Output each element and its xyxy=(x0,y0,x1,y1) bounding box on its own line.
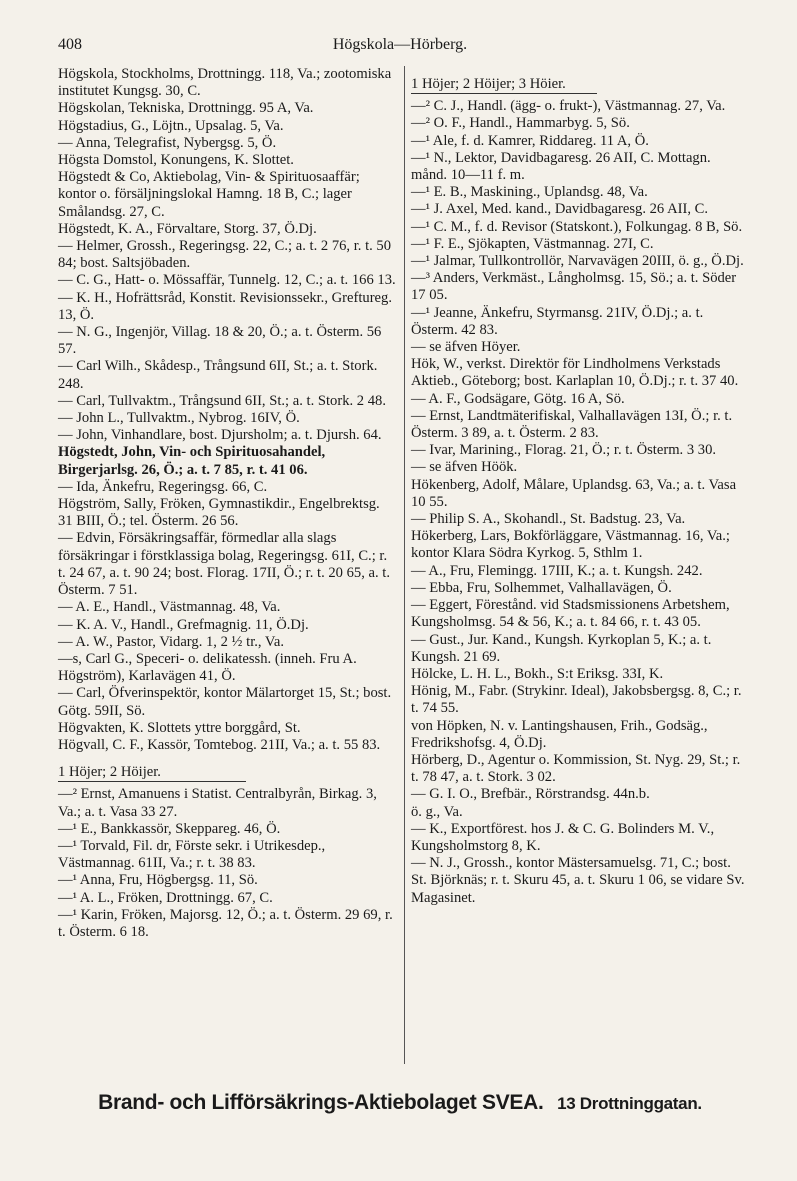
directory-entry: Hölcke, L. H. L., Bokh., S:t Eriksg. 33I, K. xyxy=(411,665,664,682)
directory-entry: Hök, W., verkst. Direktör för Lindholmens Verkstads Aktieb., Göteborg; bost. Karlaplan 10, Ö.Dj.; r. t. 37 40. xyxy=(411,356,739,390)
directory-entry: — G. I. O., Brefbär., Rörstrandsg. 44n.b. xyxy=(411,786,650,803)
directory-entry: —¹ Karin, Fröken, Majorsg. 12, Ö.; a. t. Österm. 29 69, r. t. Österm. 6 18. xyxy=(58,906,397,940)
directory-entry: —s, Carl G., Speceri- o. delikatessh. (inneh. Fru A. Högström), Karlavägen 41, Ö. xyxy=(58,650,361,685)
directory-entry: —¹ A. L., Fröken, Drottningg. 67, C. xyxy=(58,889,273,906)
right-column xyxy=(411,66,747,907)
directory-entry: — Carl, Tullvaktm., Trångsund 6II, St.; a. t. Stork. 2 48. xyxy=(58,392,386,409)
directory-entry: — A. E., Handl., Västmannag. 48, Va. xyxy=(58,599,281,616)
directory-entry: — Ivar, Marining., Florag. 21, Ö.; r. t. Österm. 3 30. xyxy=(411,442,717,459)
directory-entry: —¹ Jalmar, Tullkontrollör, Narvavägen 20III, ö. g., Ö.Dj. xyxy=(411,253,744,270)
column-divider xyxy=(404,66,405,1064)
directory-entry: — Edvin, Försäkringsaffär, förmedlar alla slags försäkringar i förstklassiga bolag, Regeringsg. 61I, C.; r. t. 24 67, a. t. 90 24; bost. Florag. 17II, Ö.; r. t. 20 65, a. t. Österm. 7 51. xyxy=(58,530,394,599)
directory-entry: —¹ J. Axel, Med. kand., Davidbagaresg. 26 AII, C. xyxy=(411,201,709,218)
directory-entry: —¹ Torvald, Fil. dr, Förste sekr. i Utrikesdep., Västmannag. 61II, Va.; r. t. 38 83. xyxy=(58,837,329,872)
directory-entry: von Höpken, N. v. Lantingshausen, Frih., Godsäg., Fredrikshofsg. 4, Ö.Dj. xyxy=(411,717,712,751)
advertisement-address: 13 Drottninggatan. xyxy=(557,1094,702,1113)
directory-entry: —² C. J., Handl. (ägg- o. frukt-), Västmannag. 27, Va. xyxy=(411,98,726,115)
name-variant-note: 1 Höjer; 2 Höijer; 3 Höier. xyxy=(411,76,597,94)
directory-entry: — K. H., Hofrättsråd, Konstit. Revisionssekr., Greftureg. 13, Ö. xyxy=(58,289,396,323)
directory-entry: — Gust., Jur. Kand., Kungsh. Kyrkoplan 5, K.; a. t. Kungsh. 21 69. xyxy=(411,631,716,665)
directory-entry: Högvakten, K. Slottets yttre borggård, St. xyxy=(58,719,301,736)
running-title: Högskola—Hörberg. xyxy=(332,36,468,53)
directory-entry: — Eggert, Förestånd. vid Stadsmissionens Arbetshem, Kungsholmsg. 54 & 56, K.; a. t. 84 66, r. t. 43 05. xyxy=(411,597,734,631)
directory-entry: Högström, Sally, Fröken, Gymnastikdir., Engelbrektsg. 31 BIII, Ö.; tel. Österm. 26 56. xyxy=(58,496,384,530)
directory-entry: —¹ E. B., Maskining., Uplandsg. 48, Va. xyxy=(411,184,648,201)
directory-entry: Hörberg, D., Agentur o. Kommission, St. Nyg. 29, St.; r. t. 78 47, a. t. Stork. 3 02. xyxy=(411,751,744,786)
page-header xyxy=(58,36,742,62)
directory-entry: — Ida, Änkefru, Regeringsg. 66, C. xyxy=(58,478,268,495)
directory-entry: — N. J., Grossh., kontor Mästersamuelsg. 71, C.; bost. St. Björknäs; r. t. Skuru 45, a. t. Skuru 1 06, se vidare Sv. Magasinet. xyxy=(411,855,749,906)
directory-entry: — C. G., Hatt- o. Mössaffär, Tunnelg. 12, C.; a. t. 166 13. xyxy=(58,272,396,289)
left-column xyxy=(58,66,396,941)
directory-entry: — Ebba, Fru, Solhemmet, Valhallavägen, Ö. xyxy=(411,579,672,596)
directory-entry: Hökerberg, Lars, Bokförläggare, Västmannag. 16, Va.; kontor Klara Södra Kyrkog. 5, Sthlm 1. xyxy=(411,528,734,562)
directory-entry: Högstedt, K. A., Förvaltare, Storg. 37, Ö.Dj. xyxy=(58,220,317,237)
directory-entry: —¹ Jeanne, Änkefru, Styrmansg. 21IV, Ö.Dj.; a. t. Österm. 42 83. xyxy=(411,304,707,338)
directory-entry: Högstedt, John, Vin- och Spirituosahandel, Birgerjarlsg. 26, Ö.; a. t. 7 85, r. t. 41 06. xyxy=(58,444,329,478)
directory-entry: — N. G., Ingenjör, Villag. 18 & 20, Ö.; a. t. Österm. 56 57. xyxy=(58,324,386,358)
directory-entry: — Carl Wilh., Skådesp., Trångsund 6II, St.; a. t. Stork. 248. xyxy=(58,358,382,392)
directory-entry: —¹ F. E., Sjökapten, Västmannag. 27I, C. xyxy=(411,235,654,252)
directory-entry: —¹ N., Lektor, Davidbagaresg. 26 AII, C. Mottagn. månd. 10—11 f. m. xyxy=(411,149,715,184)
directory-entry: —³ Anders, Verkmäst., Långholmsg. 15, Sö.; a. t. Söder 17 05. xyxy=(411,270,740,304)
directory-entry: — Carl, Öfverinspektör, kontor Mälartorget 15, St.; bost. Götg. 59II, Sö. xyxy=(58,685,395,719)
directory-entry: — John L., Tullvaktm., Nybrog. 16IV, Ö. xyxy=(58,410,300,427)
directory-entry: — se äfven Höyer. xyxy=(411,339,521,356)
directory-entry: ö. g., Va. xyxy=(411,803,463,820)
directory-entry: Hökenberg, Adolf, Målare, Uplandsg. 63, Va.; a. t. Vasa 10 55. xyxy=(411,476,740,510)
page-number: 408 xyxy=(58,36,82,53)
directory-entry: Hönig, M., Fabr. (Strykinr. Ideal), Jakobsbergsg. 8, C.; r. t. 74 55. xyxy=(411,683,746,717)
directory-entry: Högsta Domstol, Konungens, K. Slottet. xyxy=(58,152,294,169)
directory-entry: — K. A. V., Handl., Grefmagnig. 11, Ö.Dj. xyxy=(58,616,309,633)
directory-entry: — Philip S. A., Skohandl., St. Badstug. 23, Va. xyxy=(411,511,686,528)
directory-entry: — A. F., Godsägare, Götg. 16 A, Sö. xyxy=(411,390,625,407)
directory-entry: —¹ Ale, f. d. Kamrer, Riddareg. 11 A, Ö. xyxy=(411,132,649,149)
name-variant-note: 1 Höjer; 2 Höijer. xyxy=(58,764,246,782)
directory-entry: — Anna, Telegrafist, Nybergsg. 5, Ö. xyxy=(58,134,277,151)
directory-entry: — Helmer, Grossh., Regeringsg. 22, C.; a. t. 2 76, r. t. 50 84; bost. Saltsjöbaden. xyxy=(58,238,395,272)
directory-entry: Högstedt & Co, Aktiebolag, Vin- & Spirituosaaffär; kontor o. försäljningslokal Hamng. 18 B, C.; lager Smålandsg. 27, C. xyxy=(58,169,364,220)
directory-entry: Högstadius, G., Löjtn., Upsalag. 5, Va. xyxy=(58,117,284,134)
directory-entry: Högskolan, Tekniska, Drottningg. 95 A, Va. xyxy=(58,100,314,117)
directory-entry: Högvall, C. F., Kassör, Tomtebog. 21II, Va.; a. t. 55 83. xyxy=(58,736,381,753)
directory-entry: — A. W., Pastor, Vidarg. 1, 2 ½ tr., Va. xyxy=(58,633,284,650)
directory-entry: —¹ C. M., f. d. Revisor (Statskont.), Folkungag. 8 B, Sö. xyxy=(411,218,743,235)
directory-entry: — se äfven Höök. xyxy=(411,459,518,476)
directory-entry: —² O. F., Handl., Hammarbyg. 5, Sö. xyxy=(411,115,630,132)
advertisement-banner xyxy=(58,1091,742,1115)
directory-entry: — John, Vinhandlare, bost. Djursholm; a. t. Djursh. 64. xyxy=(58,427,382,444)
directory-entry: —¹ E., Bankkassör, Skeppareg. 46, Ö. xyxy=(58,820,281,837)
directory-entry: — K., Exportförest. hos J. & C. G. Bolinders M. V., Kungsholmstorg 8, K. xyxy=(411,820,718,854)
directory-entry: — A., Fru, Flemingg. 17III, K.; a. t. Kungsh. 242. xyxy=(411,562,703,579)
advertisement-text: Brand- och Lifförsäkrings-Aktiebolaget SVEA. xyxy=(98,1091,544,1114)
directory-entry: Högskola, Stockholms, Drottningg. 118, Va.; zootomiska institutet Kungsg. 30, C. xyxy=(58,66,395,100)
directory-entry: —² Ernst, Amanuens i Statist. Centralbyrån, Birkag. 3, Va.; a. t. Vasa 33 27. xyxy=(58,786,381,820)
directory-entry: —¹ Anna, Fru, Högbergsg. 11, Sö. xyxy=(58,872,258,889)
directory-entry: — Ernst, Landtmäterifiskal, Valhallavägen 13I, Ö.; r. t. Österm. 3 89, a. t. Österm. 2 83. xyxy=(411,407,736,442)
